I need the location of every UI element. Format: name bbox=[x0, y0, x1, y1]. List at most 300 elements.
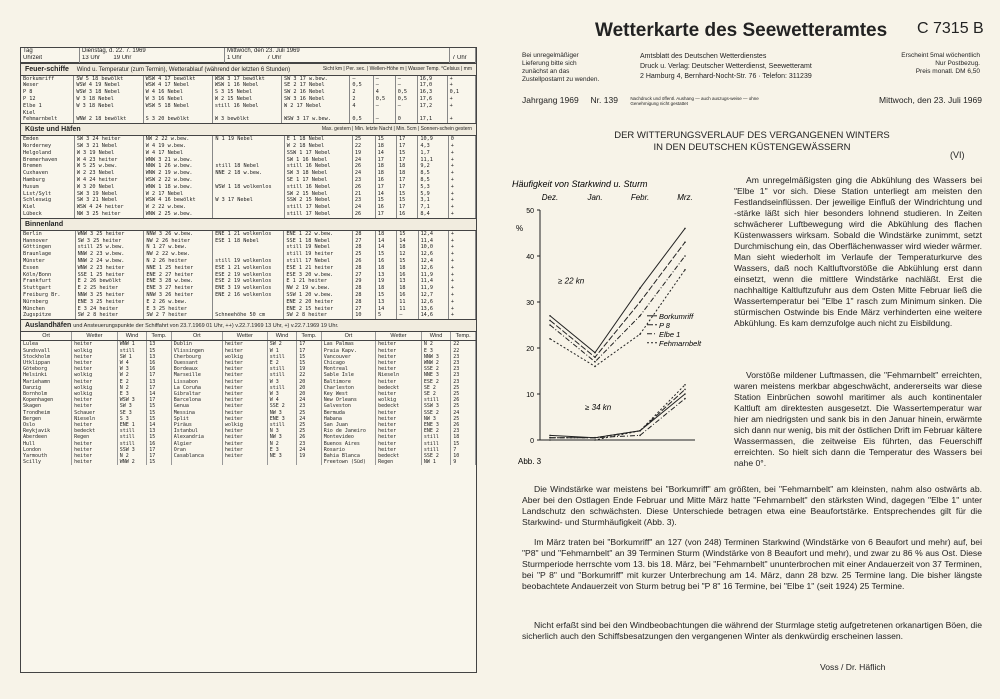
table-cell: heiter bbox=[72, 360, 118, 366]
table-cell: still 25 w.bew. bbox=[75, 244, 144, 251]
table-cell: heiter bbox=[72, 379, 118, 385]
table-cell: 17,2 bbox=[417, 103, 447, 110]
table-cell: 18 bbox=[397, 285, 418, 292]
table-cell: WNW 2 19 w.bew. bbox=[143, 170, 213, 177]
table-header bbox=[21, 48, 476, 63]
table-cell: heiter bbox=[222, 348, 267, 354]
table-cell: 8,5 bbox=[418, 177, 448, 184]
table-cell: P 12 bbox=[21, 96, 74, 103]
table-row bbox=[21, 103, 476, 110]
table-cell: W 2 18 Nebel bbox=[284, 143, 352, 150]
table-cell: W 4 bbox=[267, 397, 296, 403]
table-cell: NNW 3 bbox=[421, 354, 450, 360]
table-cell: — bbox=[373, 82, 395, 89]
table-row bbox=[21, 272, 476, 279]
table-cell: still 19 Nebel bbox=[284, 244, 353, 251]
table-cell: 22 bbox=[352, 143, 375, 150]
table-cell: 17 bbox=[147, 447, 172, 453]
table-cell: SSE 1 25 heiter bbox=[75, 272, 144, 279]
table-cell bbox=[213, 244, 284, 251]
table-cell: Schneehöhe 50 cm bbox=[213, 312, 284, 319]
table-cell: W 3 17 Nebel bbox=[213, 197, 284, 204]
table-cell: 18 bbox=[397, 244, 418, 251]
y-tick-label: 40 bbox=[526, 254, 534, 261]
table-cell: still 18 Nebel bbox=[213, 163, 284, 170]
table-cell: 5 bbox=[375, 312, 396, 319]
table-cell: heiter bbox=[72, 459, 118, 465]
table-cell: Essen bbox=[21, 265, 75, 272]
table-cell: + bbox=[448, 150, 475, 157]
table-cell: SE 1 17 Nebel bbox=[284, 177, 352, 184]
table-cell: Yarmouth bbox=[21, 453, 72, 459]
table-cell: NW 2 26 heiter bbox=[144, 238, 213, 245]
table-cell: E 2 26 bewölkt bbox=[75, 278, 144, 285]
table-cell: SW 3 16 Nebel bbox=[282, 96, 350, 103]
table-cell: 23 bbox=[451, 354, 476, 360]
table-cell: 19 bbox=[297, 366, 322, 372]
data-point bbox=[639, 301, 641, 303]
table-cell: 4,3 bbox=[418, 143, 448, 150]
table-cell: Lübeck bbox=[21, 211, 74, 218]
table-cell: heiter bbox=[72, 453, 118, 459]
abroad-header: Ort bbox=[321, 332, 375, 341]
table-cell: heiter bbox=[72, 403, 118, 409]
table-cell: still 17 Nebel bbox=[284, 211, 352, 218]
table-cell: — bbox=[350, 76, 373, 83]
table-cell: 25 bbox=[451, 416, 476, 422]
table-cell: + bbox=[448, 272, 475, 279]
table-cell: 13 bbox=[397, 278, 418, 285]
table-cell: 17 bbox=[297, 341, 322, 348]
legend-item: P 8 bbox=[659, 320, 670, 330]
table-cell bbox=[74, 110, 143, 117]
table-cell: 0,5 bbox=[350, 82, 373, 89]
table-cell: still 16 Nebel bbox=[284, 163, 352, 170]
table-cell: heiter bbox=[222, 391, 267, 397]
table-cell: heiter bbox=[376, 354, 422, 360]
table-cell: heiter bbox=[222, 360, 267, 366]
table-cell: SW 3 18 Nebel bbox=[284, 170, 352, 177]
table-cell: still 19 heiter bbox=[284, 251, 353, 258]
table-cell: wolkig bbox=[72, 391, 118, 397]
table-cell: NW 3 25 heiter bbox=[74, 211, 143, 218]
table-cell: 24 bbox=[297, 416, 322, 422]
abroad-header: Wind bbox=[117, 332, 146, 341]
table-cell: WNW 3 21 w.bew. bbox=[143, 157, 213, 164]
table-cell: SW 3 17 w.bew. bbox=[282, 76, 350, 83]
table-cell: NNW 1 26 w.bew. bbox=[143, 163, 213, 170]
table-cell: 16 bbox=[397, 272, 418, 279]
table-cell: heiter bbox=[222, 428, 267, 434]
table-cell: 0,1 bbox=[447, 89, 475, 96]
table-cell: 8,4 bbox=[418, 211, 448, 218]
table-cell: Sundsvall bbox=[21, 348, 72, 354]
table-cell: 28 bbox=[353, 292, 376, 299]
table-cell: NW 3 bbox=[267, 410, 296, 416]
table-cell bbox=[143, 110, 212, 117]
table-cell: still bbox=[267, 385, 296, 391]
table-cell: 17 bbox=[147, 397, 172, 403]
table-cell: Oran bbox=[171, 447, 222, 453]
table-cell: wolkig bbox=[222, 422, 267, 428]
table-cell: Dublin bbox=[171, 341, 222, 348]
table-cell: 11,4 bbox=[418, 278, 448, 285]
table-cell: 23 bbox=[352, 177, 375, 184]
table-cell: E 3 bbox=[421, 348, 450, 354]
table-cell: heiter bbox=[222, 416, 267, 422]
table-cell: WSW 4 24 heiter bbox=[74, 204, 143, 211]
table-cell: Bornholm bbox=[21, 391, 72, 397]
t19: 19 Uhr bbox=[113, 54, 132, 61]
table-cell: Key West bbox=[321, 391, 375, 397]
table-cell: NE 3 bbox=[267, 453, 296, 459]
table-cell: S 3 15 Nebel bbox=[212, 89, 281, 96]
table-cell: SE 3 bbox=[117, 410, 146, 416]
table-cell: heiter bbox=[222, 385, 267, 391]
table-cell: 25 bbox=[451, 403, 476, 409]
table-cell: E 3 24 heiter bbox=[75, 306, 144, 313]
weather-table bbox=[20, 47, 477, 673]
table-cell: + bbox=[448, 231, 475, 238]
table-cell: SW 5 18 bewölkt bbox=[74, 76, 143, 83]
table-cell: SW 3 24 heiter bbox=[74, 136, 143, 143]
table-cell: Cherbourg bbox=[171, 354, 222, 360]
table-cell: 16 bbox=[147, 441, 172, 447]
data-point bbox=[684, 255, 686, 257]
data-point bbox=[684, 393, 686, 395]
table-cell: W 3 20 Nebel bbox=[74, 184, 143, 191]
table-cell: 26 bbox=[353, 258, 376, 265]
table-cell: Bergen bbox=[21, 416, 72, 422]
table-cell bbox=[171, 459, 222, 465]
table-cell: SW 2 8 heiter bbox=[284, 312, 353, 319]
table-cell: 15 bbox=[147, 410, 172, 416]
table-cell: 15 bbox=[297, 354, 322, 360]
data-point bbox=[639, 430, 641, 432]
table-cell: Scilly bbox=[21, 459, 72, 465]
table-cell: 16 bbox=[375, 177, 396, 184]
table-cell: SW 1 16 Nebel bbox=[284, 157, 352, 164]
table-cell: 12,6 bbox=[418, 299, 448, 306]
table-cell bbox=[447, 110, 475, 117]
abroad-header: Wetter bbox=[222, 332, 267, 341]
table-cell: Rosario bbox=[321, 447, 375, 453]
data-point bbox=[549, 324, 551, 326]
table-cell: 5,9 bbox=[418, 191, 448, 198]
table-cell: 17 bbox=[397, 157, 418, 164]
table-cell: 4 bbox=[373, 89, 395, 96]
right-note: Erscheint 5mal wöchentlich Nur Postbezug. Preis monatl. DM 6,50 bbox=[901, 52, 980, 75]
table-cell: NW 2 19 w.bew. bbox=[284, 285, 353, 292]
table-cell: Las Palmas bbox=[321, 341, 375, 348]
table-cell: still bbox=[117, 348, 146, 354]
y-label: % bbox=[516, 224, 524, 233]
table-cell: SSW 1 17 Nebel bbox=[284, 150, 352, 157]
table-cell: W 3 bbox=[267, 391, 296, 397]
table-cell bbox=[213, 204, 284, 211]
table-cell: W 3 19 Nebel bbox=[74, 150, 143, 157]
table-cell: 26 bbox=[352, 211, 375, 218]
table-cell: 17 bbox=[375, 184, 396, 191]
table-cell: NW 3 bbox=[267, 434, 296, 440]
table-cell: + bbox=[448, 191, 475, 198]
table-cell: wolkig bbox=[376, 397, 422, 403]
table-cell: SSE 2 bbox=[421, 410, 450, 416]
table-cell: Kopenhagen bbox=[21, 397, 72, 403]
table-cell: + bbox=[448, 157, 475, 164]
table-cell: ENE 3 28 w.bew. bbox=[144, 278, 213, 285]
y-tick-label: 30 bbox=[526, 300, 534, 307]
table-cell: 13 bbox=[147, 379, 172, 385]
table-cell: 9,2 bbox=[418, 163, 448, 170]
table-cell: + bbox=[447, 96, 475, 103]
table-cell: 17 bbox=[375, 211, 396, 218]
table-cell: 20 bbox=[297, 391, 322, 397]
table-cell: bedeckt bbox=[376, 385, 422, 391]
table-cell: + bbox=[448, 278, 475, 285]
table-cell: heiter bbox=[222, 397, 267, 403]
table-cell: 20 bbox=[297, 385, 322, 391]
data-point bbox=[684, 398, 686, 400]
ships-table bbox=[21, 76, 476, 124]
data-point bbox=[594, 437, 596, 439]
table-cell: SE 2 17 Nebel bbox=[282, 82, 350, 89]
issue-line: Jahrgang 1969 Nr. 139 Nachdruck und öffentl. Aushang — auch auszugs-weise — ohne Genehmigung nicht gestattet Mittwoch, den 23. Juli 1969 bbox=[522, 95, 982, 106]
y-tick-label: 10 bbox=[526, 392, 534, 399]
x-tick-label: Dez. bbox=[541, 193, 559, 202]
chart-caption: Abb. 3 bbox=[518, 457, 542, 466]
series-line-5 bbox=[550, 389, 685, 437]
table-cell: Chicago bbox=[321, 360, 375, 366]
table-row bbox=[21, 177, 476, 184]
table-row bbox=[21, 143, 476, 150]
table-cell bbox=[373, 110, 395, 117]
table-cell: Helgoland bbox=[21, 150, 74, 157]
table-cell: 24 bbox=[451, 410, 476, 416]
table-cell: 18 bbox=[451, 434, 476, 440]
table-cell: WNW 2 25 w.bew. bbox=[143, 211, 213, 218]
table-cell: 15 bbox=[397, 231, 418, 238]
table-cell: + bbox=[448, 170, 475, 177]
table-cell: 16 bbox=[147, 360, 172, 366]
table-cell: 11 bbox=[397, 299, 418, 306]
table-cell: W 4 23 heiter bbox=[74, 157, 143, 164]
table-cell: 17 bbox=[147, 372, 172, 378]
data-point bbox=[639, 287, 641, 289]
table-cell: SW 3 19 Nebel bbox=[74, 191, 143, 198]
table-cell: + bbox=[448, 306, 475, 313]
table-cell: P 8 bbox=[21, 89, 74, 96]
table-cell: ENE 2 20 heiter bbox=[284, 299, 353, 306]
table-cell: 25 bbox=[297, 410, 322, 416]
table-cell: + bbox=[447, 76, 475, 83]
table-cell: still bbox=[117, 428, 146, 434]
table-cell: Borkumriff bbox=[21, 76, 74, 83]
table-cell: heiter bbox=[222, 366, 267, 372]
code: C 7315 B bbox=[917, 20, 984, 37]
data-point bbox=[594, 439, 596, 441]
table-cell: 14 bbox=[147, 391, 172, 397]
table-cell: 19 bbox=[375, 278, 396, 285]
table-cell: Lulea bbox=[21, 341, 72, 348]
table-cell: 5,3 bbox=[418, 184, 448, 191]
table-cell: Köln/Bonn bbox=[21, 272, 75, 279]
table-cell: W 1 bbox=[267, 348, 296, 354]
table-cell: Zugspitze bbox=[21, 312, 75, 319]
table-cell: E 2 bbox=[117, 379, 146, 385]
table-cell: still bbox=[421, 447, 450, 453]
table-cell: 24 bbox=[352, 170, 375, 177]
table-cell: Praia Kapv. bbox=[321, 348, 375, 354]
table-row bbox=[21, 278, 476, 285]
table-row bbox=[21, 231, 476, 238]
table-cell: heiter bbox=[376, 441, 422, 447]
table-cell: SE 2 bbox=[421, 385, 450, 391]
table-row bbox=[21, 312, 476, 319]
table-cell: Lissabon bbox=[171, 379, 222, 385]
chart-title: Häufigkeit von Starkwind u. Sturm bbox=[512, 179, 648, 189]
table-cell: ESE 1 21 wolkenlos bbox=[213, 265, 284, 272]
table-cell: 14 bbox=[375, 150, 396, 157]
table-cell: — bbox=[373, 116, 395, 123]
table-cell: Montreal bbox=[321, 366, 375, 372]
table-cell: 27 bbox=[353, 238, 376, 245]
table-cell: heiter bbox=[376, 447, 422, 453]
table-cell: — bbox=[373, 76, 395, 83]
y-tick-label: 0 bbox=[530, 438, 534, 445]
table-cell: 13,6 bbox=[418, 306, 448, 313]
table-cell: still bbox=[267, 372, 296, 378]
table-cell: Genua bbox=[171, 403, 222, 409]
table-cell: NNW 3 26 heiter bbox=[144, 292, 213, 299]
table-cell: 24 bbox=[297, 447, 322, 453]
table-cell: W 4 bbox=[117, 360, 146, 366]
day2: Mittwoch, den 23. Juli 1969 bbox=[225, 48, 450, 55]
t1: 1 Uhr bbox=[227, 54, 242, 61]
table-cell: 15 bbox=[375, 136, 396, 143]
table-cell: WNW 3 25 heiter bbox=[75, 231, 144, 238]
table-cell: N 1 19 Nebel bbox=[213, 136, 284, 143]
table-cell: ENE 1 21 wolkenlos bbox=[213, 231, 284, 238]
table-cell: heiter bbox=[376, 416, 422, 422]
table-cell: ENE 3 25 heiter bbox=[75, 299, 144, 306]
table-cell: heiter bbox=[72, 447, 118, 453]
table-cell: S 3 20 bewölkt bbox=[143, 116, 212, 123]
table-cell: 15 bbox=[451, 441, 476, 447]
table-cell: WNW 1 18 w.bew. bbox=[143, 184, 213, 191]
table-cell: 23 bbox=[451, 366, 476, 372]
table-cell bbox=[213, 306, 284, 313]
data-point bbox=[549, 435, 551, 437]
table-cell: 25 bbox=[451, 391, 476, 397]
table-cell: W 2 17 Nebel bbox=[143, 191, 213, 198]
table-cell: + bbox=[448, 299, 475, 306]
table-cell: bedeckt bbox=[376, 403, 422, 409]
table-cell: 22 bbox=[451, 348, 476, 354]
table-cell: 25 bbox=[297, 428, 322, 434]
table-cell: 15 bbox=[397, 191, 418, 198]
table-cell: WNW 1 bbox=[117, 341, 146, 348]
table-cell: + bbox=[448, 258, 475, 265]
table-cell: heiter bbox=[376, 360, 422, 366]
table-cell: 7 bbox=[451, 447, 476, 453]
table-cell: 0 bbox=[395, 116, 417, 123]
table-cell: Bahia Blanca bbox=[321, 453, 375, 459]
table-cell: + bbox=[448, 312, 475, 319]
table-cell: Messina bbox=[171, 410, 222, 416]
table-cell: 15 bbox=[397, 150, 418, 157]
wind-chart bbox=[510, 175, 725, 475]
table-cell: SSE 2 bbox=[421, 453, 450, 459]
table-cell: ENE 3 19 wolkenlos bbox=[213, 285, 284, 292]
table-cell: SW 2 7 heiter bbox=[144, 312, 213, 319]
table-cell: NNW 2 23 w.bew. bbox=[75, 251, 144, 258]
table-cell: W 5 25 w.bew. bbox=[74, 163, 143, 170]
table-cell: Habana bbox=[321, 416, 375, 422]
table-row bbox=[21, 459, 476, 465]
table-cell: Ouessant bbox=[171, 360, 222, 366]
table-cell: heiter bbox=[222, 379, 267, 385]
table-cell: SW 1 bbox=[117, 354, 146, 360]
table-cell: 28 bbox=[353, 231, 376, 238]
table-cell: 15 bbox=[375, 292, 396, 299]
data-point bbox=[549, 320, 551, 322]
table-cell: 17 bbox=[397, 143, 418, 150]
table-cell: ESE 2 19 wolkenlos bbox=[213, 278, 284, 285]
table-cell: still 19 wolkenlos bbox=[213, 258, 284, 265]
table-cell: 15 bbox=[375, 197, 396, 204]
table-cell: Bordeaux bbox=[171, 366, 222, 372]
table-cell: W 3 bbox=[267, 379, 296, 385]
table-cell: — bbox=[395, 76, 417, 83]
table-cell: WSW 4 19 Nebel bbox=[74, 82, 143, 89]
table-cell: Baltimore bbox=[321, 379, 375, 385]
table-cell: E 2 bbox=[267, 360, 296, 366]
series-line-7 bbox=[550, 385, 685, 440]
abroad-header: Wetter bbox=[72, 332, 118, 341]
table-cell: 13 bbox=[147, 341, 172, 348]
table-cell: SW 3 25 heiter bbox=[75, 238, 144, 245]
abroad-header: Ort bbox=[171, 332, 222, 341]
table-cell: 17 bbox=[375, 157, 396, 164]
table-cell: SW 3 21 Nebel bbox=[74, 143, 143, 150]
table-cell: heiter bbox=[222, 372, 267, 378]
table-cell: ENE 2 bbox=[421, 428, 450, 434]
table-cell: Skagen bbox=[21, 403, 72, 409]
table-cell: N 2 bbox=[421, 341, 450, 348]
data-point bbox=[684, 241, 686, 243]
table-cell: NNE 1 25 heiter bbox=[144, 265, 213, 272]
y-tick-label: 50 bbox=[526, 208, 534, 215]
table-cell: still bbox=[117, 434, 146, 440]
inland-table bbox=[21, 231, 476, 319]
table-cell bbox=[213, 211, 284, 218]
row3-text: Wind u. Temperatur (zum Termin), Wetterablauf (während der letzten 6 Stunden) bbox=[76, 66, 291, 73]
table-cell: 0 bbox=[448, 136, 475, 143]
table-cell: ESE 1 21 heiter bbox=[284, 265, 353, 272]
table-cell: 14 bbox=[375, 244, 396, 251]
table-cell: 25 bbox=[451, 385, 476, 391]
table-cell: still 17 Nebel bbox=[284, 204, 352, 211]
table-cell: Trondheim bbox=[21, 410, 72, 416]
article-part: (VI) bbox=[950, 150, 965, 160]
abroad-header: Temp. bbox=[451, 332, 476, 341]
table-cell: Husum bbox=[21, 184, 74, 191]
table-cell: 19 bbox=[297, 453, 322, 459]
table-cell: E 3 bbox=[117, 391, 146, 397]
table-cell: W 2 23 Nebel bbox=[74, 170, 143, 177]
table-row bbox=[21, 96, 476, 103]
